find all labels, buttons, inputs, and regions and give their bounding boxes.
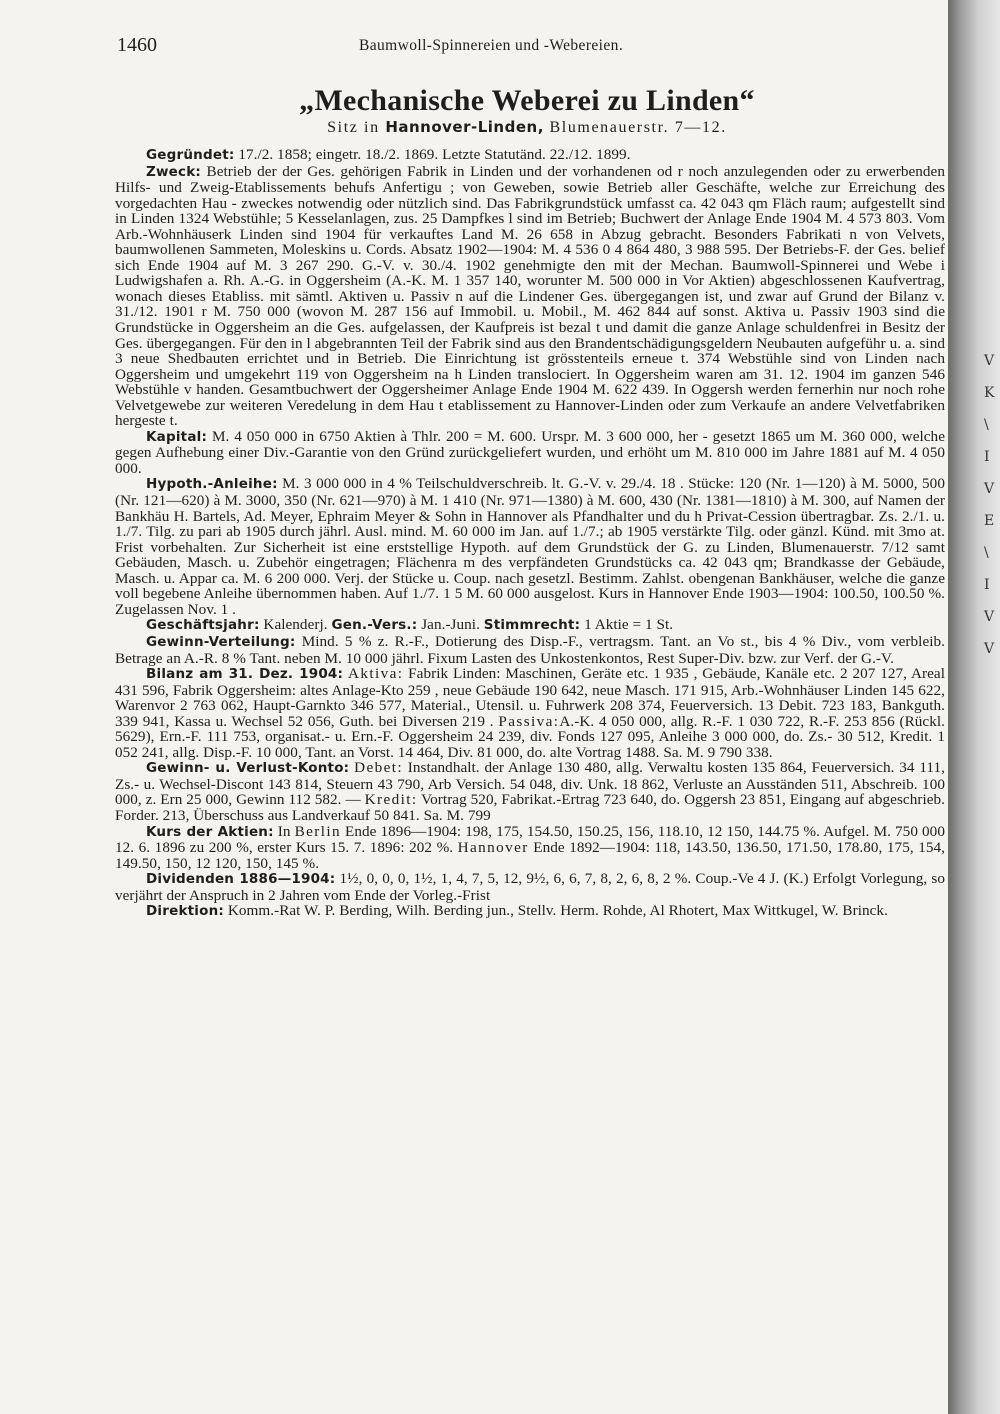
- section-gewinn-verteilung: [115, 634, 945, 666]
- section-text: Jan.-Juni.: [421, 616, 480, 634]
- kredit-label: Kredit:: [364, 791, 418, 809]
- section-bilanz: [115, 666, 945, 760]
- section-zweck: [115, 164, 945, 429]
- section-label: Kurs der Aktien:: [146, 823, 274, 840]
- section-label: Kapital:: [146, 428, 208, 445]
- section-label: Gewinn-Verteilung:: [146, 633, 296, 650]
- aktiva-text: Fabrik Linden: Maschinen, Geräte etc. 1 935 , Gebäude, Kanäle etc. 2 207 127, Areal 431 596, Fabrik Oggersheim: altes Anlage-Kto 259 , neue Gebäude 190 642, neue Masch. 171 915, Arb.-Wohnhäuser Linden 145 622, Warenvor 2 763 062, Haupt-Garnkto 346 577, Material., Utensil. u. Fuhrwerk 208 374, Feuerversich. 13 Debit. 723 183, Bankguth. 339 941, Kassa u. Wechsel 52 056, Guth. bei Diversen 219 .: [115, 665, 945, 730]
- section-geschaeftsjahr: [115, 617, 945, 634]
- seat-address: Blumenauerstr. 7—12.: [549, 119, 727, 136]
- kurs-text-e: Ende 1892—1904: 118, 143.50, 136.50, 171.50, 178.80, 175, 154, 149.50, 150, 12 120, 150, 145 %.: [115, 839, 945, 872]
- kurs-text-c: Ende 1896—1904: 198, 175, 154.50, 150.25, 156, 118.10, 12 150, 144.75 %. Aufgel. M. 750 000 12. 6. 1896 zu 200 %, erster Kurs 15. 7. 1896: 202 %.: [115, 822, 945, 857]
- section-label: Gegründet:: [146, 147, 235, 163]
- section-text: Betrieb der der Ges. gehörigen Fabrik in Linden und der vorhandenen od r noch anzulegenden oder zu erwerbenden Hilfs- und Zweig-Etablissements behufs Anfertigu ; von Geweben, sowie Betrieb aller Geschäfte, welche zur Erreichung des vorgedachten Hau - zweckes notwendig oder nützlich sind. Das Fabrikgrundstück umfasst ca. 42 043 qm Fläch raum; aufgestellt sind in Linden 1324 Webstühle; 5 Kesselanlagen, zus. 25 Dampfkes l sind im Betrieb; Buchwert der Anlage Ende 1904 M. 4 573 803. Vom Arb.-Wohnhäuserk Linden sind 1904 für verkauftes Land M. 26 658 in Abzug gebracht. Besonders Fabrikati n von Velvets, baumwollenen Sammeten, Moleskins u. Cords. Absatz 1902—1904: M. 4 536 0 4 864 480, 3 988 595. Der Betriebs-F. der Ges. belief sich Ende 1904 auf M. 3 267 290. G.-V. v. 30./4. 1902 genehmigte den mit der Mechan. Baumwoll-Spinnerei und Webe i Ludwigshafen a. Rh. A.-G. in Oggersheim (A.-K. M. 1 357 140, worunter M. 500 000 in Vor Aktien) abgeschlossenen Kaufvertrag, wonach dieses Etabliss. mit sämtl. Aktiven u. Passiv n auf die Lindener Ges. übergegangen ist, und zwar auf Grund der Bilanz v. 31./12. 1901 r M. 750 000 (wovon M. 287 156 auf Immobil. u. Mobil., M. 462 844 auf sonst. Aktiva u. Passiv 1903 sind die Grundstücke in Oggersheim an die Ges. aufgelassen, der Kaufpreis ist bezal t und damit die ganze Anlage schuldenfrei in Besitz der Ges. übergegangen. Für den in l abgebrannten Teil der Fabrik sind aus den Brandentschädigungsgeldern Neubauten aufgeführ u. a. sind 3 neue Shedbauten errichtet und in Betrieb. Die Einrichtung ist grösstenteils erneue t. 374 Webstühle sind von Linden nach Oggersheim und umgekehrt 119 von Oggersheim na h Linden translociert. In Oggersheim waren am 31. 12. 1904 im ganzen 546 Webstühle v handen. Gesamtbuchwert der Oggersheimer Anlage Ende 1904 M. 622 439. In Oggersh werden fernerhin nur noch rohe Velvetgewebe zur weiteren Veredelung in dem Hau t etablissement zu Hannover-Linden oder zum Verkaufe an andere Velvetfabriken hergeste t.: [115, 162, 945, 430]
- kurs-text-a: In: [277, 822, 291, 840]
- page-header: [117, 34, 937, 60]
- seat-prefix: Sitz in: [327, 119, 380, 136]
- seat-city: Hannover-Linden,: [385, 118, 544, 136]
- aktiva-label: Aktiva:: [347, 665, 404, 683]
- section-hypoth-anleihe: [115, 476, 945, 617]
- passiva-label: Passiva:: [498, 712, 560, 730]
- section-label: Gen.-Vers.:: [331, 617, 418, 634]
- passiva-text: A.-K. 4 050 000, allg. R.-F. 1 030 722, R.-F. 253 856 (Rückl. 5629), Ern.-F. 111 753, organisat.- u. Ern.-F. Oggersheim 24 239, div. Fonds 127 095, Anleihe 3 000 000, do. Zs.- 30 512, Kredit. 1 052 241, allg. Disp.-F. 10 000, Tant. an Vorst. 14 464, Div. 81 000, do. alte Vortrag 1488. Sa. M. 9 790 338.: [115, 712, 945, 761]
- section-label: Dividenden 1886—1904:: [146, 871, 336, 888]
- page-number: 1460: [117, 34, 157, 56]
- edge-glyph: K: [984, 385, 995, 401]
- section-label: Direktion:: [146, 903, 224, 920]
- edge-glyph: V: [984, 609, 995, 625]
- section-direktion: [115, 903, 945, 920]
- kurs-hannover: Hannover: [457, 839, 529, 857]
- edge-glyph: \: [984, 417, 989, 433]
- section-label: Zweck:: [146, 163, 201, 180]
- binding-edge-glyphs: [984, 345, 1000, 665]
- section-label: Hypoth.-Anleihe:: [146, 476, 278, 493]
- section-gegruendet: [115, 147, 945, 164]
- section-text: 17./2. 1858; eingetr. 18./2. 1869. Letzte Statutänd. 22./12. 1899.: [238, 146, 631, 163]
- section-text: M. 4 050 000 in 6750 Aktien à Thlr. 200 = M. 600. Urspr. M. 3 600 000, her - gesetzt 1865 um M. 360 000, welche gegen Aufhebung einer Div.-Garantie von den Gründ zurückgeliefert wurden, und erhöht um M. 810 000 im Jahre 1881 auf M. 4 050 000.: [115, 427, 945, 477]
- section-text: M. 3 000 000 in 4 % Teilschuldverschreib. lt. G.-V. v. 29./4. 18 . Stücke: 120 (Nr. 1—120) à M. 5000, 500 (Nr. 121—620) à M. 3000, 350 (Nr. 621—970) à M. 1 410 (Nr. 971—1380) à M. 600, 430 (Nr. 1381—1810) à M. 300, auf Namen der Bankhäu H. Bartels, Ad. Meyer, Ephraim Meyer & Sohn in Hannover als Pfandhalter und du h Privat-Cession übertragbar. Zs. 2./1. u. 1./7. Tilg. zu pari ab 1905 durch jährl. Ausl. mind. M. 60 000 im Jan. auf 1./7.; ab 1905 verstärkte Tilg. oder gänzl. Künd. mit 3mo at. Frist vorbehalten. Zur Sicherheit ist eine erststellige Hypoth. auf dem Grundstück der G. zu Linden, Blumenauerstr. 7/12 samt Gebäuden, Masch. u. Zubehör eingetragen; Flächenra m des verpfändeten Grundstücks ca. 42 043 qm; Brandkasse der Gebäude, Masch. u. Appar ca. M. 6 200 000. Verj. der Stücke u. Coup. nach gesetzl. Bestimm. Zahlst. obengenan Bankhäuser, welche die ganze voll begebene Anleihe übernommen haben. Auf 1./7. 1 5 M. 60 000 ausgelost. Kurs in Hannover Ende 1903—1904: 100.50, 100.50 %. Zugelassen Nov. 1 .: [115, 475, 945, 618]
- section-label: Stimmrecht:: [483, 617, 581, 634]
- edge-glyph: V: [984, 641, 995, 657]
- section-kapital: [115, 429, 945, 477]
- section-label: Bilanz am 31. Dez. 1904:: [146, 666, 344, 683]
- debet-text: Instandhalt. der Anlage 130 480, allg. Verwaltu kosten 135 864, Feuerversich. 34 111, Zs.- u. Wechsel-Discont 143 814, Steuern 43 790, Arb Versich. 54 048, div. Unk. 18 862, Verluste an Ausständen 511, Abschreib. 100 000, z. Ern 25 000, Gewinn 112 582. —: [115, 759, 945, 809]
- edge-glyph: V: [984, 481, 995, 497]
- section-kurs: [115, 824, 945, 872]
- edge-glyph: V: [984, 353, 995, 369]
- running-head: Baumwoll-Spinnereien und -Webereien.: [359, 37, 624, 54]
- section-text: Kalenderj.: [263, 616, 328, 634]
- edge-glyph: I: [984, 577, 990, 593]
- kredit-text: Vortrag 520, Fabrikat.-Ertrag 723 640, do. Oggersh 23 851, Eingang auf abgeschrieb. Forder. 213, Überschuss aus Landverkauf 50 841. Sa. M. 799: [115, 791, 945, 824]
- edge-glyph: I: [984, 449, 990, 465]
- edge-glyph: E: [984, 513, 995, 529]
- company-title: „Mechanische Weberei zu Linden“: [299, 84, 755, 117]
- debet-label: Debet:: [354, 759, 403, 777]
- section-text: 1 Aktie = 1 St.: [584, 616, 674, 634]
- book-binding-edge: [948, 0, 1000, 1414]
- section-label: Gewinn- u. Verlust-Konto:: [146, 760, 350, 777]
- edge-glyph: \: [984, 545, 989, 561]
- entry-body: [115, 147, 945, 920]
- section-dividenden: [115, 871, 945, 903]
- section-label: Geschäftsjahr:: [146, 617, 260, 634]
- section-text: Mind. 5 % z. R.-F., Dotierung des Disp.-F., vertragsm. Tant. an Vo st., bis 4 % Div., vom verbleib. Betrage an A.-R. 8 % Tant. neben M. 10 000 jährl. Fixum Lasten des Unkostenkontos, Rest Super-Div. bzw. zur Verf. der G.-V.: [115, 632, 945, 667]
- company-seat: [117, 118, 937, 137]
- section-text: 1½, 0, 0, 0, 1½, 1, 4, 7, 5, 12, 9½, 6, 6, 7, 8, 2, 6, 8, 2 %. Coup.-Ve 4 J. (K.) Erfolgt Vorlegung, so verjährt der Anspruch in 2 Jahren vom Ende der Vorleg.-Frist: [115, 870, 945, 904]
- kurs-berlin: Berlin: [294, 822, 341, 840]
- section-gewinn-verlust: [115, 760, 945, 823]
- section-text: Komm.-Rat W. P. Berding, Wilh. Berding jun., Stellv. Herm. Rohde, Al Rhotert, Max Wittkugel, W. Brinck.: [227, 902, 888, 920]
